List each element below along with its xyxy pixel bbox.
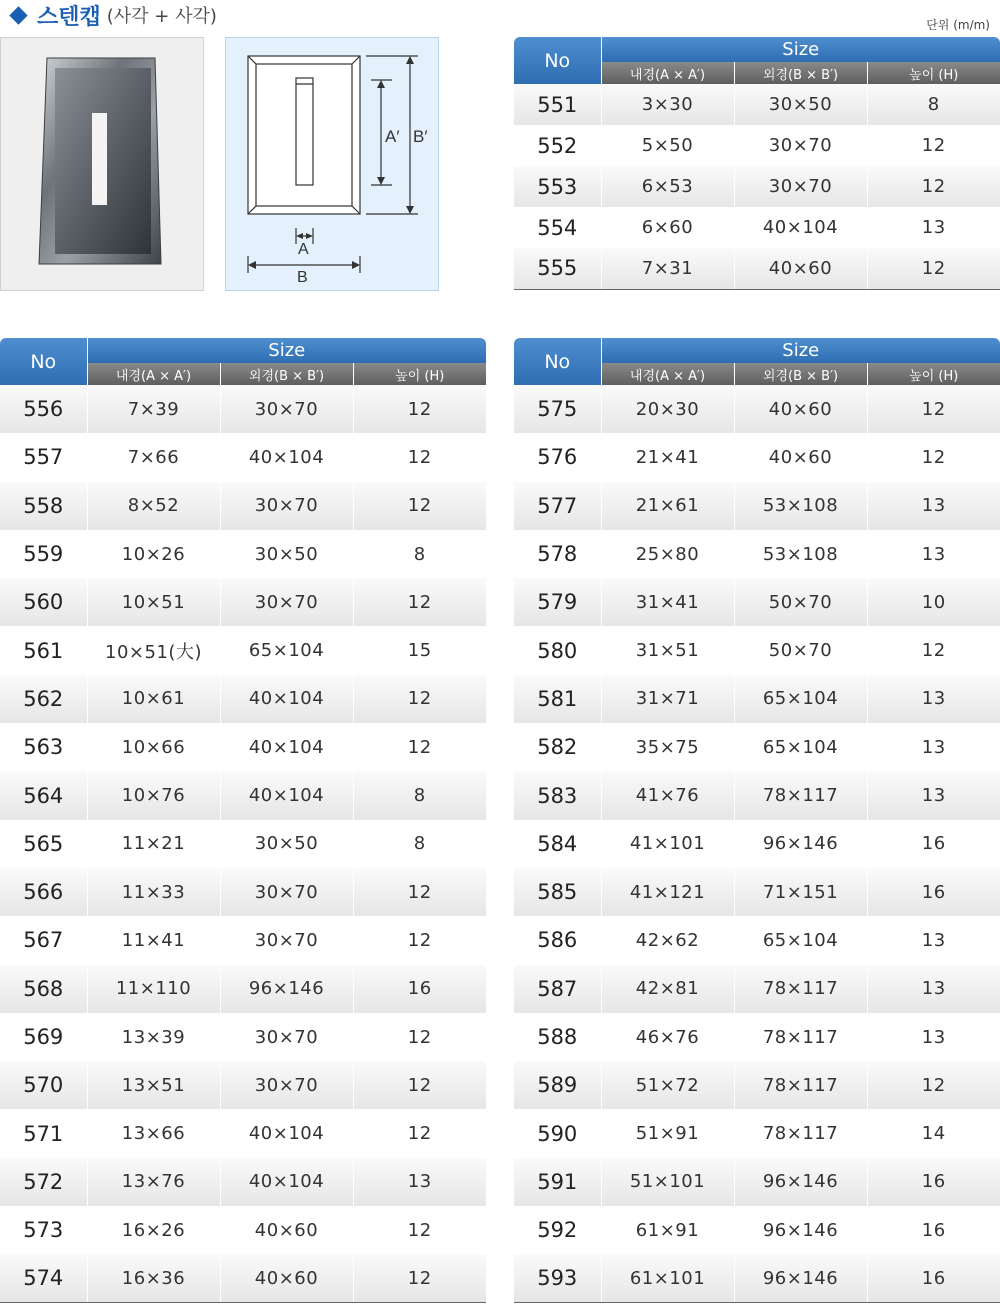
cell-outer: 78×117 — [734, 1013, 867, 1061]
title-sub: (사각 + 사각) — [106, 6, 217, 27]
cell-height: 15 — [353, 626, 486, 674]
cell-no: 593 — [514, 1254, 601, 1302]
cell-inner: 10×51 — [87, 578, 220, 626]
cell-outer: 40×60 — [220, 1254, 353, 1302]
header-height: 높이 (H) — [867, 363, 1000, 385]
cell-no: 583 — [514, 771, 601, 819]
cell-height: 12 — [867, 433, 1000, 481]
header-no: No — [514, 338, 601, 385]
cell-no: 575 — [514, 385, 601, 433]
table-row — [514, 482, 1000, 530]
cell-height: 13 — [867, 675, 1000, 723]
cell-outer: 30×50 — [220, 530, 353, 578]
cell-outer: 40×60 — [734, 385, 867, 433]
cell-height: 8 — [353, 530, 486, 578]
table-row — [514, 248, 1000, 289]
cell-inner: 51×101 — [601, 1158, 734, 1206]
cell-inner: 10×61 — [87, 675, 220, 723]
table-row — [0, 626, 486, 674]
table-row — [514, 385, 1000, 433]
stainless-cap-image — [1, 38, 203, 290]
cell-inner: 31×51 — [601, 626, 734, 674]
table-row — [0, 820, 486, 868]
cell-height: 14 — [867, 1109, 1000, 1157]
cell-outer: 96×146 — [734, 820, 867, 868]
cell-no: 561 — [0, 626, 87, 674]
table-row — [514, 916, 1000, 964]
cell-no: 584 — [514, 820, 601, 868]
cell-height: 12 — [353, 385, 486, 433]
cell-no: 582 — [514, 723, 601, 771]
cell-inner: 61×101 — [601, 1254, 734, 1302]
cell-height: 12 — [353, 916, 486, 964]
table-row — [0, 530, 486, 578]
cell-no: 574 — [0, 1254, 87, 1302]
cell-outer: 71×151 — [734, 868, 867, 916]
cell-height: 16 — [353, 965, 486, 1013]
label-b-prime: B′ — [413, 127, 428, 146]
cell-inner: 42×62 — [601, 916, 734, 964]
cell-height: 8 — [353, 771, 486, 819]
table-row — [0, 723, 486, 771]
cell-no: 565 — [0, 820, 87, 868]
cell-inner: 42×81 — [601, 965, 734, 1013]
cell-outer: 65×104 — [734, 916, 867, 964]
cell-inner: 7×66 — [87, 433, 220, 481]
cell-height: 13 — [867, 207, 1000, 248]
spec-table-556-574 — [0, 338, 486, 1303]
cell-inner: 61×91 — [601, 1206, 734, 1254]
cell-outer: 30×70 — [220, 1013, 353, 1061]
cell-inner: 10×66 — [87, 723, 220, 771]
cell-outer: 30×70 — [734, 166, 867, 207]
cell-no: 579 — [514, 578, 601, 626]
cell-no: 551 — [514, 84, 601, 125]
cell-height: 16 — [867, 1158, 1000, 1206]
cell-height: 13 — [867, 1013, 1000, 1061]
cell-height: 12 — [867, 166, 1000, 207]
title-main: 스텐캡 — [37, 4, 101, 30]
table-row — [0, 1109, 486, 1157]
cell-no: 552 — [514, 125, 601, 166]
cell-height: 12 — [867, 1061, 1000, 1109]
cell-no: 556 — [0, 385, 87, 433]
cell-outer: 50×70 — [734, 626, 867, 674]
cell-height: 12 — [353, 1061, 486, 1109]
table-row — [0, 1206, 486, 1254]
table-row — [0, 578, 486, 626]
cell-height: 16 — [867, 868, 1000, 916]
cell-height: 12 — [353, 1206, 486, 1254]
table-row — [0, 675, 486, 723]
cell-height: 13 — [867, 916, 1000, 964]
cell-no: 580 — [514, 626, 601, 674]
cell-inner: 10×76 — [87, 771, 220, 819]
cell-no: 554 — [514, 207, 601, 248]
cell-outer: 30×70 — [734, 125, 867, 166]
cell-no: 563 — [0, 723, 87, 771]
cell-outer: 96×146 — [734, 1254, 867, 1302]
cell-height: 12 — [353, 1013, 486, 1061]
cell-outer: 40×104 — [220, 675, 353, 723]
cell-inner: 51×91 — [601, 1109, 734, 1157]
cell-no: 553 — [514, 166, 601, 207]
cell-inner: 41×76 — [601, 771, 734, 819]
table-row — [514, 820, 1000, 868]
cell-outer: 78×117 — [734, 771, 867, 819]
table-row — [514, 1254, 1000, 1302]
label-a-prime: A′ — [385, 127, 400, 146]
cell-no: 558 — [0, 482, 87, 530]
cell-no: 586 — [514, 916, 601, 964]
cell-outer: 30×70 — [220, 578, 353, 626]
cell-inner: 10×26 — [87, 530, 220, 578]
cell-outer: 78×117 — [734, 1061, 867, 1109]
label-b: B — [297, 269, 308, 286]
table-row — [0, 771, 486, 819]
cell-no: 578 — [514, 530, 601, 578]
cell-height: 8 — [353, 820, 486, 868]
table-row — [514, 1061, 1000, 1109]
page-title — [6, 2, 217, 28]
cell-no: 590 — [514, 1109, 601, 1157]
cell-height: 12 — [353, 433, 486, 481]
cell-inner: 16×36 — [87, 1254, 220, 1302]
cell-height: 16 — [867, 1254, 1000, 1302]
cell-no: 568 — [0, 965, 87, 1013]
cell-inner: 13×76 — [87, 1158, 220, 1206]
cell-outer: 53×108 — [734, 530, 867, 578]
cell-height: 12 — [353, 675, 486, 723]
cell-no: 591 — [514, 1158, 601, 1206]
cell-no: 557 — [0, 433, 87, 481]
table-row — [0, 1158, 486, 1206]
table-row — [514, 530, 1000, 578]
cell-outer: 40×104 — [220, 1158, 353, 1206]
header-outer: 외경(B × B′) — [734, 363, 867, 385]
cell-no: 560 — [0, 578, 87, 626]
cell-height: 16 — [867, 1206, 1000, 1254]
cell-no: 588 — [514, 1013, 601, 1061]
cell-no: 576 — [514, 433, 601, 481]
cell-inner: 3×30 — [601, 84, 734, 125]
cell-outer: 40×104 — [220, 1109, 353, 1157]
header-inner: 내경(A × A′) — [601, 363, 734, 385]
table-row — [0, 433, 486, 481]
cell-height: 12 — [867, 248, 1000, 289]
cell-height: 12 — [353, 1109, 486, 1157]
cell-inner: 25×80 — [601, 530, 734, 578]
cell-outer: 96×146 — [220, 965, 353, 1013]
cell-inner: 7×31 — [601, 248, 734, 289]
header-height: 높이 (H) — [867, 62, 1000, 84]
table-row — [0, 1061, 486, 1109]
cell-outer: 78×117 — [734, 965, 867, 1013]
cell-outer: 30×70 — [220, 482, 353, 530]
header-size: Size — [601, 338, 1000, 363]
cell-height: 13 — [867, 530, 1000, 578]
cell-inner: 11×110 — [87, 965, 220, 1013]
cell-outer: 53×108 — [734, 482, 867, 530]
header-height: 높이 (H) — [353, 363, 486, 385]
header-inner: 내경(A × A′) — [601, 62, 734, 84]
cell-no: 566 — [0, 868, 87, 916]
header-size: Size — [601, 37, 1000, 62]
cell-height: 13 — [867, 771, 1000, 819]
header-no: No — [514, 37, 601, 84]
spec-table-551-555 — [514, 37, 1000, 290]
cell-inner: 31×71 — [601, 675, 734, 723]
cell-height: 10 — [867, 578, 1000, 626]
cell-height: 12 — [353, 868, 486, 916]
table-row — [0, 868, 486, 916]
cell-inner: 20×30 — [601, 385, 734, 433]
table-row — [514, 578, 1000, 626]
table-row — [514, 723, 1000, 771]
cell-no: 570 — [0, 1061, 87, 1109]
table-row — [514, 166, 1000, 207]
table-row — [514, 433, 1000, 481]
cell-inner: 13×66 — [87, 1109, 220, 1157]
spec-table-575-593 — [514, 338, 1000, 1303]
cell-inner: 31×41 — [601, 578, 734, 626]
cell-no: 567 — [0, 916, 87, 964]
table-row — [514, 84, 1000, 125]
cell-inner: 41×121 — [601, 868, 734, 916]
cell-outer: 65×104 — [220, 626, 353, 674]
cell-outer: 30×50 — [734, 84, 867, 125]
cell-height: 12 — [353, 578, 486, 626]
cell-no: 592 — [514, 1206, 601, 1254]
cell-no: 587 — [514, 965, 601, 1013]
cell-no: 564 — [0, 771, 87, 819]
unit-label: 단위 (m/m) — [926, 18, 990, 32]
cell-no: 569 — [0, 1013, 87, 1061]
cell-height: 13 — [867, 482, 1000, 530]
cell-inner: 10×51(大) — [87, 626, 220, 674]
table-row — [0, 482, 486, 530]
cell-no: 585 — [514, 868, 601, 916]
cell-no: 581 — [514, 675, 601, 723]
table-row — [514, 1158, 1000, 1206]
cell-inner: 11×21 — [87, 820, 220, 868]
cell-height: 12 — [867, 626, 1000, 674]
cell-outer: 78×117 — [734, 1109, 867, 1157]
cell-outer: 30×50 — [220, 820, 353, 868]
dimension-drawing — [225, 37, 439, 291]
drawing-svg — [226, 38, 438, 290]
cell-inner: 11×33 — [87, 868, 220, 916]
cell-outer: 96×146 — [734, 1158, 867, 1206]
table-row — [0, 916, 486, 964]
table-row — [0, 965, 486, 1013]
cell-inner: 46×76 — [601, 1013, 734, 1061]
cell-outer: 40×60 — [220, 1206, 353, 1254]
cell-inner: 6×53 — [601, 166, 734, 207]
cell-outer: 40×60 — [734, 248, 867, 289]
cell-no: 573 — [0, 1206, 87, 1254]
cell-no: 572 — [0, 1158, 87, 1206]
table-row — [514, 675, 1000, 723]
table-row — [514, 207, 1000, 248]
cell-inner: 16×26 — [87, 1206, 220, 1254]
cell-inner: 5×50 — [601, 125, 734, 166]
cell-outer: 40×104 — [220, 723, 353, 771]
cell-outer: 30×70 — [220, 385, 353, 433]
cell-inner: 41×101 — [601, 820, 734, 868]
cell-no: 555 — [514, 248, 601, 289]
header-no: No — [0, 338, 87, 385]
table-row — [514, 965, 1000, 1013]
cell-inner: 13×51 — [87, 1061, 220, 1109]
cell-height: 12 — [353, 723, 486, 771]
cell-inner: 13×39 — [87, 1013, 220, 1061]
table-row — [514, 1109, 1000, 1157]
cell-outer: 40×104 — [220, 771, 353, 819]
cell-height: 13 — [353, 1158, 486, 1206]
table-row — [514, 771, 1000, 819]
cell-outer: 30×70 — [220, 1061, 353, 1109]
table-row — [514, 626, 1000, 674]
cell-no: 562 — [0, 675, 87, 723]
cell-inner: 6×60 — [601, 207, 734, 248]
cell-inner: 35×75 — [601, 723, 734, 771]
diamond-bullet-icon — [9, 6, 27, 24]
cell-outer: 50×70 — [734, 578, 867, 626]
cell-outer: 40×60 — [734, 433, 867, 481]
header-inner: 내경(A × A′) — [87, 363, 220, 385]
cell-no: 571 — [0, 1109, 87, 1157]
cell-outer: 65×104 — [734, 675, 867, 723]
cell-inner: 21×61 — [601, 482, 734, 530]
cell-outer: 40×104 — [220, 433, 353, 481]
header-outer: 외경(B × B′) — [220, 363, 353, 385]
cell-no: 577 — [514, 482, 601, 530]
cell-outer: 40×104 — [734, 207, 867, 248]
cell-outer: 30×70 — [220, 916, 353, 964]
table-row — [0, 1013, 486, 1061]
header-outer: 외경(B × B′) — [734, 62, 867, 84]
table-row — [0, 385, 486, 433]
label-a: A — [298, 241, 309, 258]
cell-no: 559 — [0, 530, 87, 578]
cell-outer: 96×146 — [734, 1206, 867, 1254]
table-row — [0, 1254, 486, 1302]
table-row — [514, 1013, 1000, 1061]
cell-outer: 65×104 — [734, 723, 867, 771]
table-row — [514, 868, 1000, 916]
cell-height: 16 — [867, 820, 1000, 868]
cell-height: 12 — [353, 1254, 486, 1302]
cell-inner: 8×52 — [87, 482, 220, 530]
cell-inner: 7×39 — [87, 385, 220, 433]
cell-height: 13 — [867, 723, 1000, 771]
cell-inner: 51×72 — [601, 1061, 734, 1109]
header-size: Size — [87, 338, 486, 363]
product-photo — [0, 37, 204, 291]
cell-outer: 30×70 — [220, 868, 353, 916]
cell-height: 8 — [867, 84, 1000, 125]
cell-height: 12 — [867, 385, 1000, 433]
table-row — [514, 1206, 1000, 1254]
cell-inner: 21×41 — [601, 433, 734, 481]
cell-no: 589 — [514, 1061, 601, 1109]
cell-height: 12 — [353, 482, 486, 530]
cell-height: 13 — [867, 965, 1000, 1013]
cell-height: 12 — [867, 125, 1000, 166]
table-row — [514, 125, 1000, 166]
cell-inner: 11×41 — [87, 916, 220, 964]
